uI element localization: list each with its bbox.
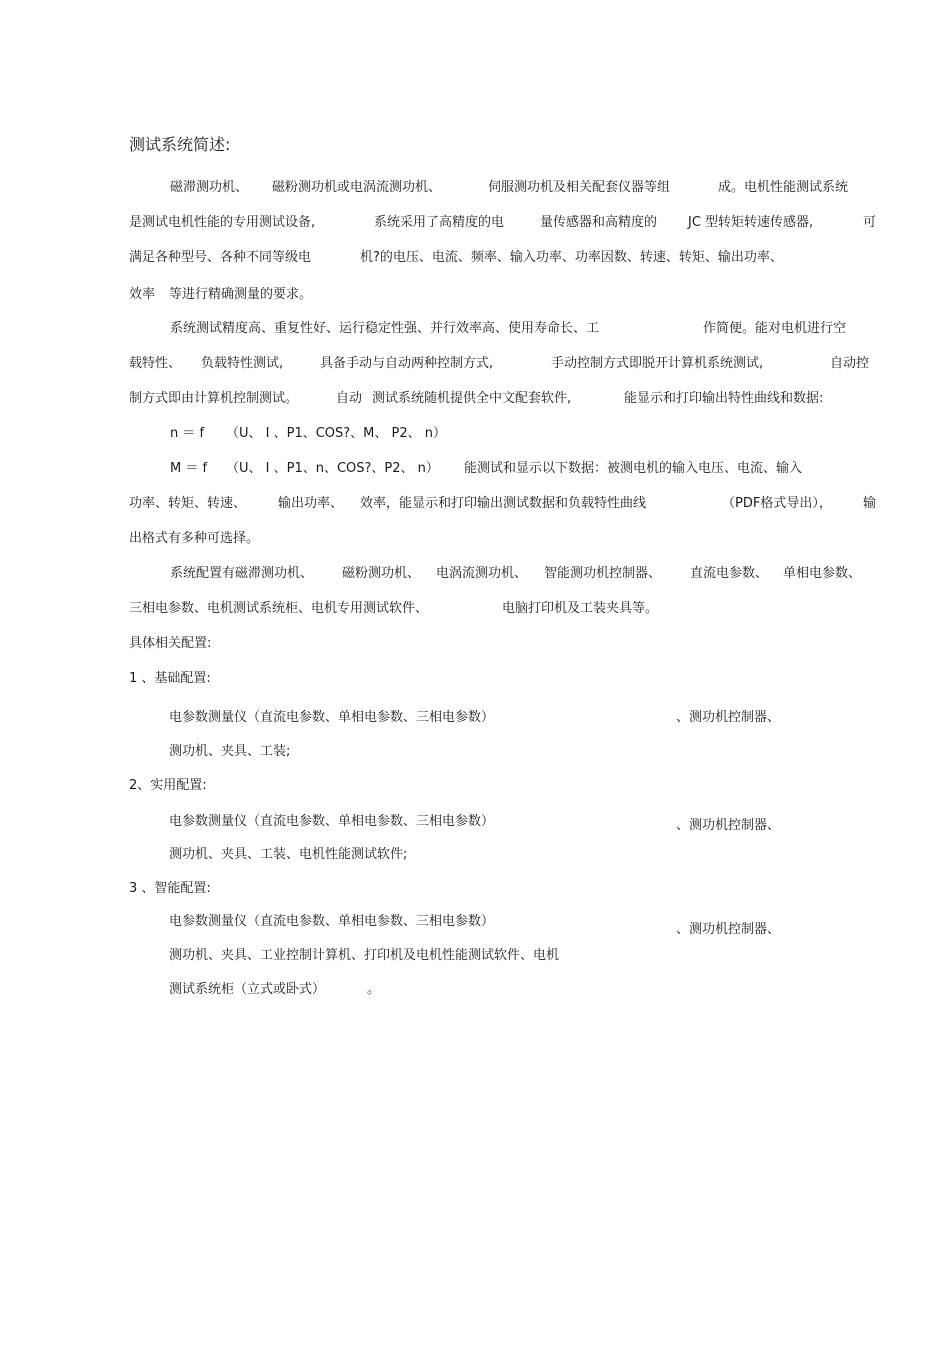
text-segment: 作简便。能对电机进行空 xyxy=(703,321,847,336)
smart-config-line-1-tail: 、测功机控制器、 xyxy=(676,922,781,937)
text-segment: 系统配置有磁滞测功机、 xyxy=(170,566,314,581)
text-segment: 测试系统随机提供全中文配套软件, xyxy=(372,391,572,406)
paragraph-1-line-3 xyxy=(0,250,950,266)
basic-config-line-1: 电参数测量仪（直流电参数、单相电参数、三相电参数） xyxy=(169,710,495,725)
formula-args: （U、 I 、P1、COS?、M、 P2、 n） xyxy=(226,426,447,441)
text-segment: 直流电参数、 xyxy=(690,566,769,581)
paragraph-1-line-4 xyxy=(0,287,950,303)
text-segment: 输 xyxy=(863,496,877,511)
text-segment: 具备手动与自动两种控制方式, xyxy=(320,356,494,371)
basic-config-line-1-tail: 、测功机控制器、 xyxy=(676,710,781,725)
text-segment: （PDF格式导出）， xyxy=(722,496,832,511)
text-segment: 能显示和打印输出特性曲线和数据: xyxy=(624,391,824,406)
text-segment: 三相电参数、电机测试系统柜、电机专用测试软件、 xyxy=(129,601,429,616)
text-segment: 磁粉测功机、 xyxy=(342,566,421,581)
paragraph-1-line-1 xyxy=(0,180,950,196)
text-segment: 机?的电压、电流、频率、输入功率、功率因数、转速、转矩、输出功率、 xyxy=(360,250,783,265)
text-segment: 可 xyxy=(863,215,877,230)
smart-config-heading: 3 、智能配置: xyxy=(129,881,211,896)
text-segment: 单相电参数、 xyxy=(783,566,862,581)
smart-config-line-1: 电参数测量仪（直流电参数、单相电参数、三相电参数） xyxy=(169,914,495,929)
basic-config-heading: 1 、基础配置: xyxy=(129,671,211,686)
paragraph-4-line-1 xyxy=(0,566,950,582)
text-segment: 效率 xyxy=(129,287,156,302)
text-segment: 磁滞测功机、 xyxy=(170,180,249,195)
paragraph-1-line-2 xyxy=(0,215,950,231)
paragraph-3-line-1 xyxy=(0,496,950,512)
text-segment: 出格式有多种可选择。 xyxy=(129,531,260,546)
text-segment: 伺服测功机及相关配套仪器等组 xyxy=(488,180,671,195)
text-segment: 负载特性测试, xyxy=(201,356,284,371)
formula-lhs: n ＝ f xyxy=(170,426,205,441)
config-heading: 具体相关配置: xyxy=(129,636,212,651)
practical-config-heading: 2、实用配置: xyxy=(129,778,207,793)
text-segment: 自动控 xyxy=(830,356,870,371)
practical-config-line-1-tail: 、测功机控制器、 xyxy=(676,818,781,833)
text-segment: 输出功率、 xyxy=(278,496,344,511)
smart-config-line-3 xyxy=(0,982,950,998)
paragraph-2-line-3 xyxy=(0,391,950,407)
paragraph-3-line-2 xyxy=(0,531,950,547)
text-segment: 能测试和显示以下数据：被测电机的输入电压、电流、输入 xyxy=(464,461,803,476)
practical-config-line-1: 电参数测量仪（直流电参数、单相电参数、三相电参数） xyxy=(169,814,495,829)
text-segment: 等进行精确测量的要求。 xyxy=(169,287,313,302)
text-segment: 测试系统柜（立式或卧式） xyxy=(169,982,326,997)
paragraph-2-line-2 xyxy=(0,356,950,372)
formula-lhs: M ＝ f xyxy=(170,461,208,476)
text-segment: 满足各种型号、各种不同等级电 xyxy=(129,250,312,265)
text-segment: 电脑打印机及工装夹具等。 xyxy=(502,601,659,616)
text-segment: 成。电机性能测试系统 xyxy=(718,180,849,195)
text-segment: JC 型转矩转速传感器, xyxy=(688,215,814,230)
text-segment: 。 xyxy=(367,982,381,997)
text-segment: 电涡流测功机、 xyxy=(436,566,528,581)
text-segment: 功率、转矩、转速、 xyxy=(129,496,247,511)
text-segment: 系统采用了高精度的电 xyxy=(374,215,505,230)
basic-config-line-2: 测功机、夹具、工装; xyxy=(169,744,291,759)
practical-config-line-2: 测功机、夹具、工装、电机性能测试软件; xyxy=(169,847,408,862)
text-segment: 载特性、 xyxy=(129,356,182,371)
smart-config-line-2: 测功机、夹具、工业控制计算机、打印机及电机性能测试软件、电机 xyxy=(169,948,560,963)
text-segment: 智能测功机控制器、 xyxy=(544,566,662,581)
text-segment: 自动 xyxy=(336,391,363,406)
text-segment: 系统测试精度高、重复性好、运行稳定性强、并行效率高、使用寿命长、工 xyxy=(170,321,600,336)
text-segment: 磁粉测功机或电涡流测功机、 xyxy=(272,180,442,195)
text-segment: 量传感器和高精度的 xyxy=(540,215,658,230)
paragraph-2-line-1 xyxy=(0,321,950,337)
formula-speed-line xyxy=(0,426,950,442)
paragraph-4-line-2 xyxy=(0,601,950,617)
text-segment: 效率，能显示和打印输出测试数据和负载特性曲线 xyxy=(360,496,647,511)
text-segment: 是测试电机性能的专用测试设备, xyxy=(129,215,316,230)
formula-args: （U、 I 、P1、n、COS?、P2、 n） xyxy=(226,461,439,476)
formula-torque-line xyxy=(0,461,950,477)
text-segment: 手动控制方式即脱开计算机系统测试, xyxy=(551,356,764,371)
document-title: 测试系统简述: xyxy=(129,135,231,154)
text-segment: 制方式即由计算机控制测试。 xyxy=(129,391,299,406)
